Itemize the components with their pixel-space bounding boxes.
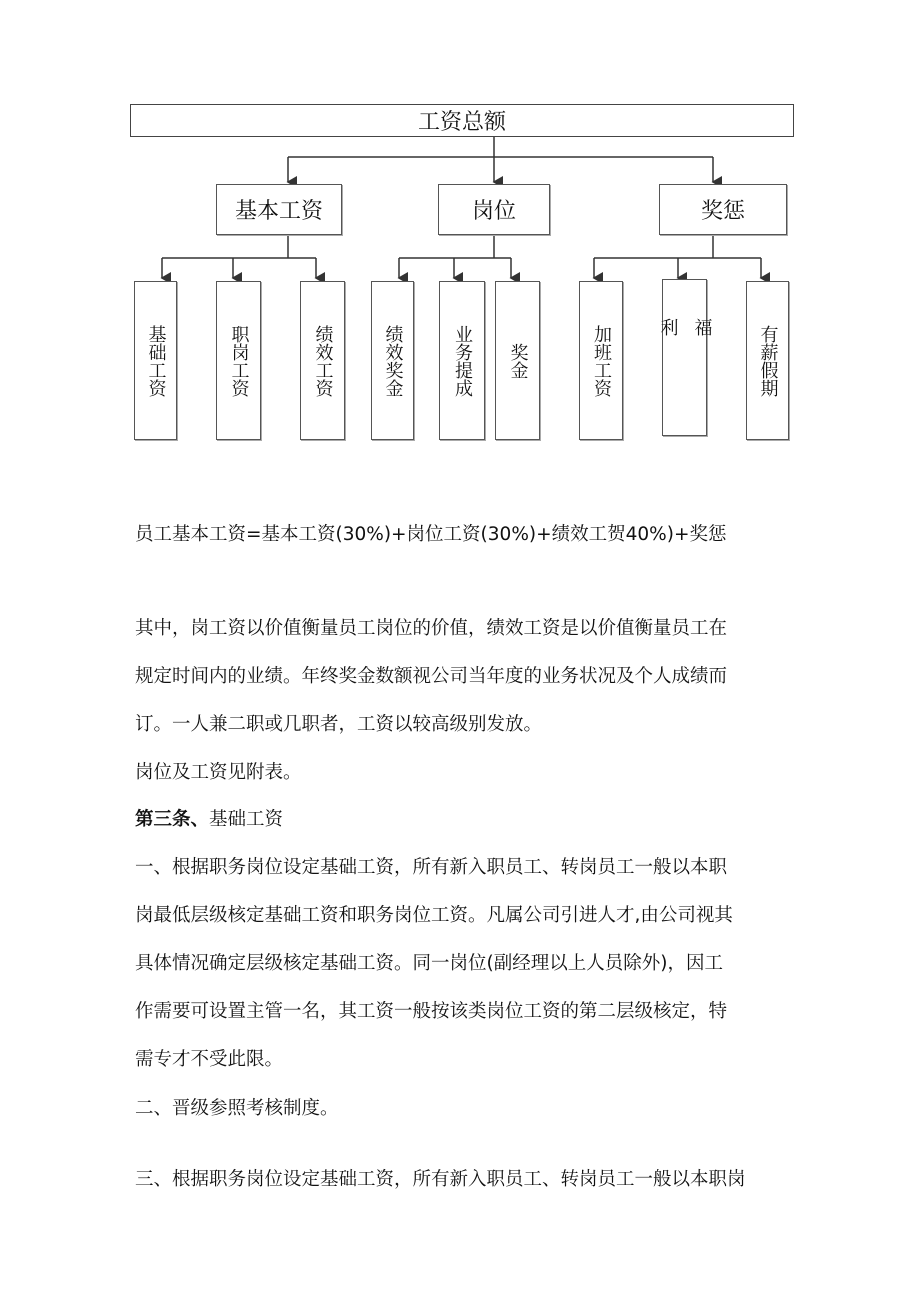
paragraph-line: 二、晋级参照考核制度。 xyxy=(135,1098,339,1119)
paragraph-line: 岗位及工资见附表。 xyxy=(135,762,302,783)
paragraph-line: 三、根据职务岗位设定基础工资，所有新入职员工、转岗员工一般以本职岗 xyxy=(135,1169,746,1190)
article-title: 基础工资 xyxy=(209,809,284,830)
paragraph-line: 具体情况确定层级核定基础工资。同一岗位(副经理以上人员除外)，因工 xyxy=(135,953,723,974)
node-position: 岗位 xyxy=(438,184,550,235)
paragraph-line: 需专才不受此限。 xyxy=(135,1049,284,1070)
leaf-bonus: 奖金 xyxy=(495,281,540,440)
article-number: 第三条、 xyxy=(135,809,210,830)
paragraph-line: 订。一人兼二职或几职者，工资以较高级别发放。 xyxy=(135,714,543,735)
paragraph-line: 一、根据职务岗位设定基础工资，所有新入职员工、转岗员工一般以本职 xyxy=(135,857,728,878)
leaf-performance-salary: 绩效工资 xyxy=(300,281,345,440)
paragraph-line: 其中，岗工资以价值衡量员工岗位的价值，绩效工资是以价值衡量员工在 xyxy=(135,618,728,639)
node-reward-penalty: 奖惩 xyxy=(659,184,787,235)
salary-structure-diagram xyxy=(0,0,920,460)
root-node-total-salary: 工资总额 xyxy=(130,104,794,137)
leaf-paid-leave: 有薪假期 xyxy=(746,281,789,440)
leaf-performance-bonus: 绩效奖金 xyxy=(371,281,414,440)
leaf-base-salary: 基础工资 xyxy=(134,281,177,440)
paragraph-line: 作需要可设置主管一名，其工资一般按该类岗位工资的第二层级核定，特 xyxy=(135,1001,728,1022)
leaf-overtime-pay: 加班工资 xyxy=(579,281,623,440)
paragraph-line: 岗最低层级核定基础工资和职务岗位工资。凡属公司引进人才,由公司视其 xyxy=(135,905,733,926)
article-heading xyxy=(135,805,283,831)
paragraph-line: 规定时间内的业绩。年终奖金数额视公司当年度的业务状况及个人成绩而 xyxy=(135,666,728,687)
leaf-welfare: 福利 xyxy=(662,279,707,436)
node-basic-salary: 基本工资 xyxy=(216,184,342,235)
leaf-job-position-salary: 职岗工资 xyxy=(216,281,261,440)
salary-formula: 员工基本工资=基本工资(30%)+岗位工资(30%)+绩效工贺40%)+奖惩 xyxy=(135,524,727,545)
leaf-sales-commission: 业务提成 xyxy=(439,281,485,440)
